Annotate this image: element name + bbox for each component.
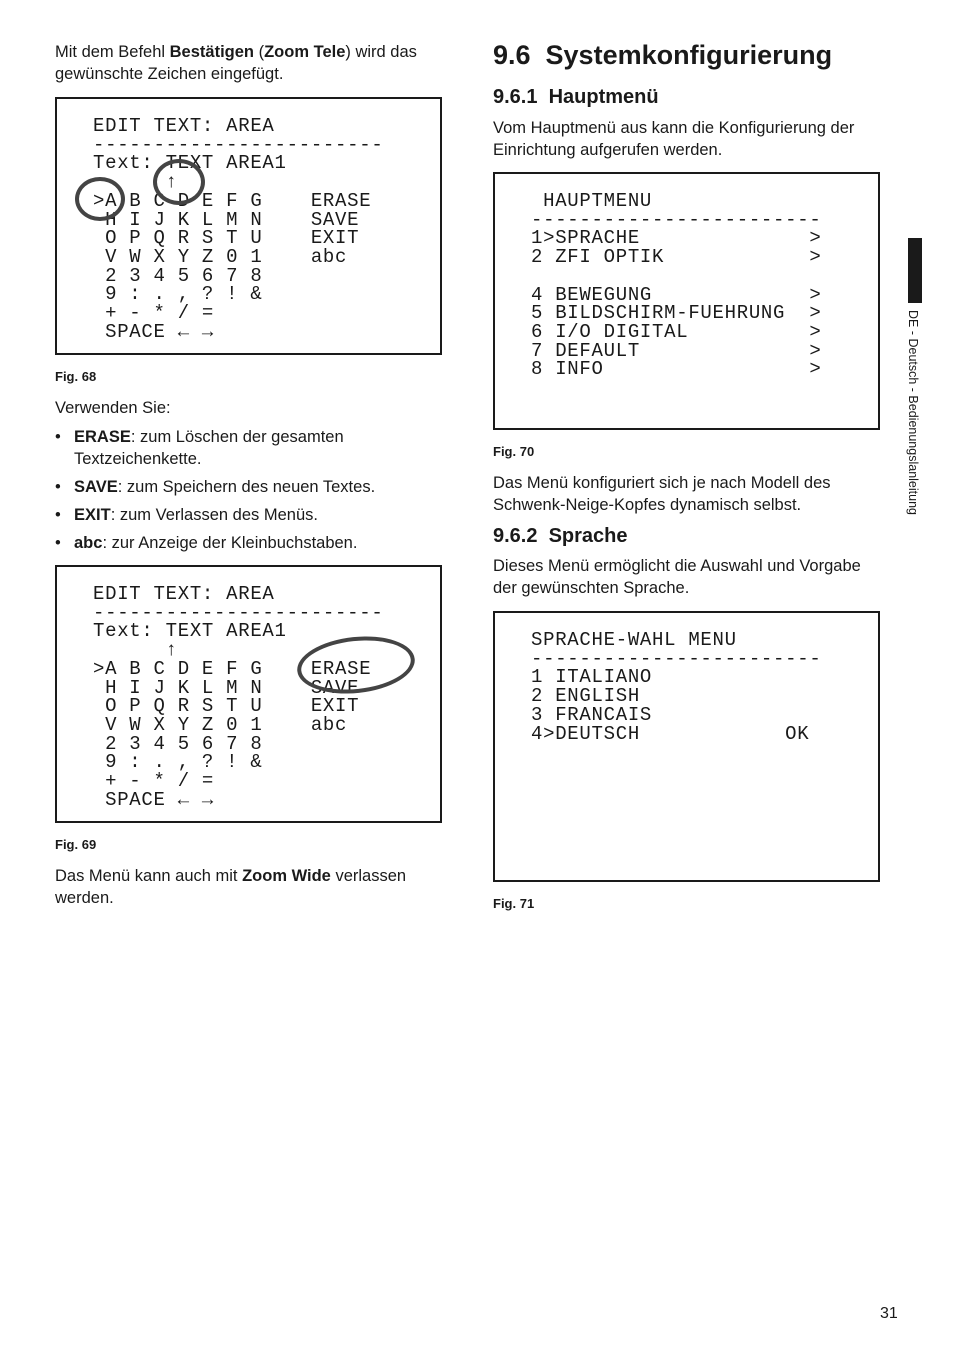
outro-paragraph: Das Menü kann auch mit Zoom Wide verlassen werden. [55, 867, 407, 907]
fig68-highlight-circle-a [75, 177, 125, 221]
list-item: • SAVE: zum Speichern des neuen Textes. [55, 476, 445, 498]
fig68-screen-text: EDIT TEXT: AREA ------------------------ Text: TEXT AREA1 ↑ >A B C D E F G ERASE H I J K L M N SAVE O P Q R S T U EXIT V W X Y Z 0 1 abc 2 3 4 5 6 7 8 9 : . , ? ! & + - * / = SPACE ← → [93, 115, 384, 343]
hauptmenu-paragraph: Vom Hauptmenü aus kann die Konfigurierung der Einrichtung aufgerufen werden. [493, 119, 855, 159]
menu-dynamic-paragraph: Das Menü konfiguriert sich je nach Modell des Schwenk-Neige-Kopfes dynamisch selbst. [493, 474, 831, 514]
fig68-highlight-circle-d [153, 159, 205, 205]
list-item: • abc: zur Anzeige der Kleinbuchstaben. [55, 532, 445, 554]
fig69-screen-box [55, 565, 442, 823]
fig68-screen-box [55, 97, 442, 355]
fig70-screen-box [493, 172, 880, 430]
sprache-paragraph: Dieses Menü ermöglicht die Auswahl und Vorgabe der gewünschten Sprache. [493, 557, 861, 597]
fig70-screen-text: HAUPTMENU ------------------------ 1>SPRACHE > 2 ZFI OPTIK > 4 BEWEGUNG > 5 BILDSCHIRM-FUEHRUNG > 6 I/O DIGITAL > 7 DEFAULT > 8 INFO > [531, 190, 822, 381]
fig70-caption: Fig. 70 [493, 444, 535, 459]
list-item: • EXIT: zum Verlassen des Menüs. [55, 504, 445, 526]
options-list [55, 426, 445, 560]
use-label: Verwenden Sie: [55, 399, 171, 417]
fig68-caption: Fig. 68 [55, 369, 97, 384]
intro-paragraph: Mit dem Befehl Bestätigen (Zoom Tele) wird das gewünschte Zeichen eingefügt. [55, 43, 417, 83]
fig71-screen-text: SPRACHE-WAHL MENU ------------------------ 1 ITALIANO 2 ENGLISH 3 FRANCAIS 4>DEUTSCH OK [531, 629, 822, 745]
subsection-title-sprache: 9.6.2 Sprache [493, 525, 628, 547]
fig69-caption: Fig. 69 [55, 837, 97, 852]
fig71-screen-box [493, 611, 880, 882]
side-tab-marker [908, 238, 922, 303]
section-title: 9.6 Systemkonfigurierung [493, 40, 833, 70]
fig71-caption: Fig. 71 [493, 896, 535, 911]
list-item: • ERASE: zum Löschen der gesamten Textzeichenkette. [55, 426, 445, 470]
side-tab-label: DE - Deutsch - Bedienungslanleitung [906, 310, 920, 515]
subsection-title-hauptmenu: 9.6.1 Hauptmenü [493, 86, 659, 108]
page-number: 31 [880, 1305, 898, 1322]
fig69-screen-text: EDIT TEXT: AREA ------------------------ Text: TEXT AREA1 ↑ >A B C D E F G ERASE H I J K L M N SAVE O P Q R S T U EXIT V W X Y Z 0 1 abc 2 3 4 5 6 7 8 9 : . , ? ! & + - * / = SPACE ← → [93, 583, 384, 811]
